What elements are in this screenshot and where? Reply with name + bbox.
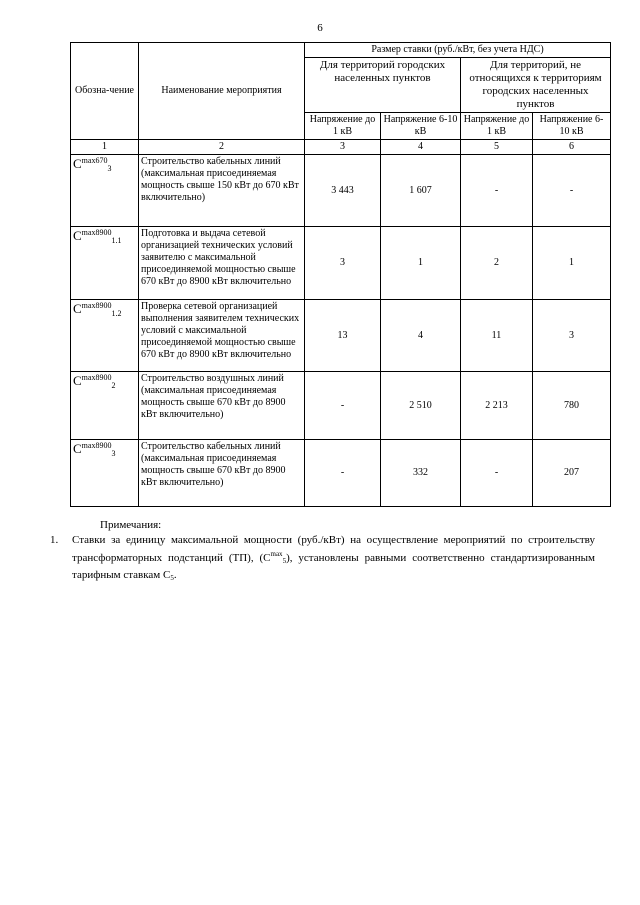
header-urban-voltage-low: Напряжение до 1 кВ [305, 113, 381, 140]
note-number: 1. [50, 534, 59, 546]
column-number: 3 [305, 140, 381, 155]
row-value: 1 [533, 227, 611, 300]
page-number: 6 [317, 22, 323, 34]
header-rural-voltage-high: Напряжение 6-10 кВ [533, 113, 611, 140]
header-rural-voltage-low: Напряжение до 1 кВ [461, 113, 533, 140]
row-value: - [305, 440, 381, 507]
column-number: 1 [71, 140, 139, 155]
column-numbers-row [71, 140, 611, 155]
row-code: $C^{max8900}_3$ [71, 440, 139, 507]
column-number: 6 [533, 140, 611, 155]
row-value: 207 [533, 440, 611, 507]
row-value: 3 [533, 300, 611, 372]
row-value: 2 510 [381, 372, 461, 440]
rates-table [70, 42, 611, 507]
row-name: Строительство кабельных линий (максимальная присоединяемая мощность свыше 670 кВт до 8900 кВт включительно) [139, 440, 305, 507]
note-text: Ставки за единицу максимальной мощности (руб./кВт) на осуществление мероприятий по строительству трансформаторных подстанций (ТП), $(C^{max}_5)$, установлены равными соответственно стандартизированным тарифным ставкам $C_5$. [72, 534, 595, 582]
row-code: $C^{max8900}_{1.1}$ [71, 227, 139, 300]
row-name: Строительство воздушных линий (максимальная присоединяемая мощность свыше 670 кВт до 8900 кВт включительно) [139, 372, 305, 440]
row-value: 13 [305, 300, 381, 372]
row-value: - [533, 155, 611, 227]
header-rate: Размер ставки (руб./кВт, без учета НДС) [305, 43, 611, 58]
header-code: Обозна-чение [71, 43, 139, 140]
header-urban-voltage-high: Напряжение 6-10 кВ [381, 113, 461, 140]
row-name: Подготовка и выдача сетевой организацией технических условий заявителю с максимальной присоединяемой мощностью свыше 670 кВт до 8900 кВт включительно [139, 227, 305, 300]
row-code: $C^{max8900}_2$ [71, 372, 139, 440]
row-value: 4 [381, 300, 461, 372]
row-value: 3 [305, 227, 381, 300]
row-value: - [461, 155, 533, 227]
row-value: 1 [381, 227, 461, 300]
table-row [71, 440, 611, 507]
row-value: 3 443 [305, 155, 381, 227]
table-row [71, 300, 611, 372]
note-item [50, 533, 595, 585]
table-row [71, 155, 611, 227]
table-row [71, 227, 611, 300]
row-value: 2 213 [461, 372, 533, 440]
row-value: - [461, 440, 533, 507]
column-number: 4 [381, 140, 461, 155]
notes [50, 518, 595, 585]
row-value: - [305, 372, 381, 440]
header-rural: Для территорий, не относящихся к территориям городских населенных пунктов [461, 58, 611, 113]
row-code: $C^{max8900}_{1.2}$ [71, 300, 139, 372]
row-value: 332 [381, 440, 461, 507]
row-value: 2 [461, 227, 533, 300]
header-urban: Для территорий городских населенных пунктов [305, 58, 461, 113]
row-name: Проверка сетевой организацией выполнения заявителем технических условий с максимальной присоединяемой мощностью свыше 670 кВт до 8900 кВт включительно [139, 300, 305, 372]
notes-title: Примечания: [100, 519, 162, 531]
row-code: $C^{max670}_3$ [71, 155, 139, 227]
row-value: 11 [461, 300, 533, 372]
header-name: Наименование мероприятия [139, 43, 305, 140]
column-number: 2 [139, 140, 305, 155]
column-number: 5 [461, 140, 533, 155]
row-value: 1 607 [381, 155, 461, 227]
table-row [71, 372, 611, 440]
row-value: 780 [533, 372, 611, 440]
row-name: Строительство кабельных линий (максимальная присоединяемая мощность свыше 150 кВт до 670 кВт включительно) [139, 155, 305, 227]
